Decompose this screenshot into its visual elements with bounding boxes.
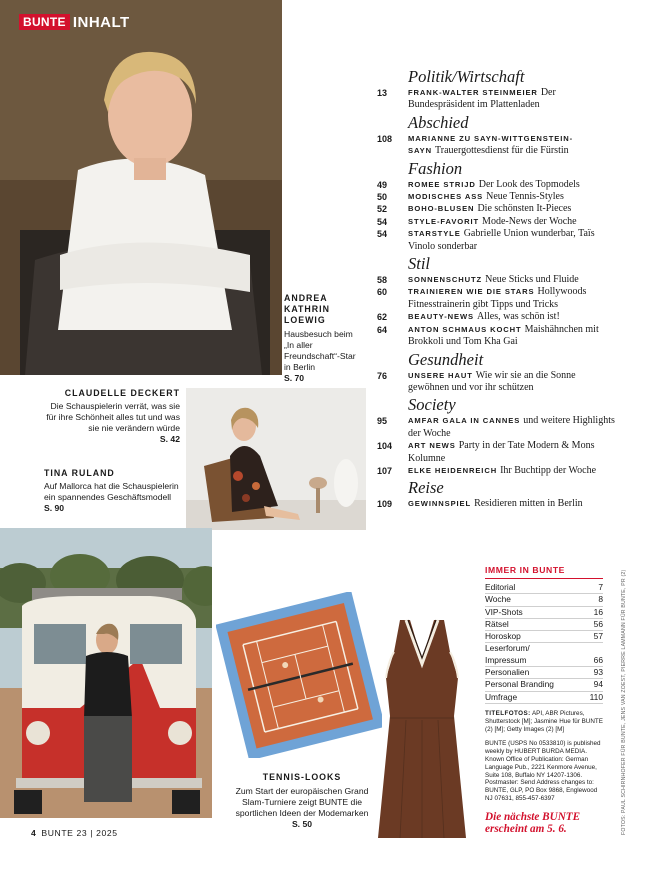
page-number: 4: [31, 828, 37, 838]
photo-tennis-towel: [216, 592, 382, 758]
toc-section: [377, 395, 617, 477]
caption-name: TINA RULAND: [44, 468, 115, 478]
toc-keyword: SONNENSCHUTZ: [408, 275, 483, 285]
caption-text: Hausbesuch beim „In aller Freundschaft“-Star in Berlin: [284, 329, 356, 372]
toc-keyword: BEAUTY-NEWS: [408, 312, 475, 322]
toc-entry[interactable]: [377, 216, 617, 228]
toc-keyword: BOHO-BLUSEN: [408, 204, 475, 214]
toc-page-number: 107: [377, 465, 393, 476]
toc-description: Gabrielle Union wunderbar, Taïs Vinolo sonderbar: [408, 228, 595, 252]
toc-entry[interactable]: [377, 87, 617, 112]
table-of-contents: [377, 67, 617, 512]
toc-section: [377, 478, 617, 510]
immer-item-label: Editorial: [485, 582, 516, 592]
toc-entry[interactable]: [377, 465, 617, 477]
toc-keyword: STYLE-FAVORIT: [408, 216, 480, 226]
toc-description: Der Look des Topmodels: [478, 178, 580, 190]
caption-name: ANDREA KATHRIN LOEWIG: [284, 293, 330, 325]
toc-entry[interactable]: [377, 440, 617, 465]
toc-page-number: 62: [377, 312, 388, 323]
immer-item[interactable]: [485, 607, 603, 619]
toc-page-number: 108: [377, 133, 393, 144]
toc-page-number: 58: [377, 275, 388, 286]
immer-item[interactable]: [485, 667, 603, 679]
titelfotos-label: TITELFOTOS:: [485, 709, 531, 717]
caption-page[interactable]: S. 50: [291, 819, 313, 829]
titelfotos-text: API, ABR Pictures, Shutterstock [M]; Jasmine Hue für BUNTE (2) [M]; Getty Images (2) [M]: [485, 709, 603, 733]
immer-item-label: Personalien: [485, 667, 530, 678]
toc-page-number: 95: [377, 416, 388, 427]
caption-deckert: [40, 388, 180, 445]
photo-deckert: [186, 388, 366, 530]
immer-in-bunte-box: [485, 565, 603, 836]
photo-credit-vertical: [621, 569, 631, 835]
caption-page[interactable]: S. 90: [44, 503, 65, 513]
toc-keyword: ANTON SCHMAUS KOCHT: [408, 324, 522, 334]
caption-loewig: [284, 293, 364, 384]
toc-section-title: Society: [408, 395, 456, 415]
toc-page-number: 13: [377, 88, 388, 98]
immer-item-page: 93: [593, 667, 603, 678]
page-header: [19, 13, 130, 31]
toc-description: Maishähnchen mit Brokkoli und Tom Kha Gai: [408, 323, 599, 348]
immer-item[interactable]: [485, 692, 603, 704]
toc-section: [377, 159, 617, 253]
toc-keyword: ART NEWS: [408, 441, 456, 451]
toc-section-title: Stil: [408, 254, 431, 274]
immer-item-label: Personal Branding: [485, 679, 554, 690]
toc-page-number: 50: [377, 192, 388, 203]
toc-description: Neue Tennis-Styles: [486, 191, 564, 203]
caption-text: Auf Mallorca hat die Schauspielerin ein spannendes Geschäftsmodell: [44, 481, 179, 502]
toc-description: Alles, was schön ist!: [477, 311, 560, 323]
toc-keyword: AMFAR GALA IN CANNES: [408, 416, 521, 426]
tennis-dress-illustration: [376, 618, 468, 840]
page-title: INHALT: [72, 13, 130, 31]
toc-description: und weitere Highlights der Woche: [408, 415, 615, 439]
immer-item-label: Rätsel: [485, 618, 509, 629]
toc-page-number: 76: [377, 370, 388, 381]
toc-section-title: Abschied: [408, 112, 469, 132]
vw-bus-illustration: [0, 528, 212, 818]
immer-item[interactable]: [485, 643, 603, 654]
toc-section-title: Gesundheit: [408, 349, 484, 369]
toc-section: [377, 350, 617, 395]
photo-credit-text: FOTOS: PAUL SCHIRNHOFER FÜR BUNTE, JENS VAN ZOEST, PIERRE LAMMANN FÜR BUNTE, PR (2): [621, 569, 627, 835]
toc-keyword: MARIANNE ZU SAYN-WITTGENSTEIN-SAYN: [408, 133, 574, 156]
caption-text: Zum Start der europäischen Grand Slam-Turniere zeigt BUNTE die sportlichen Ideen der Modemarken: [235, 786, 369, 818]
toc-section: [377, 67, 617, 112]
toc-keyword: GEWINNSPIEL: [408, 499, 472, 509]
toc-page-number: 49: [377, 179, 388, 190]
toc-page-number: 109: [377, 499, 393, 510]
toc-section: [377, 113, 617, 158]
immer-item[interactable]: [485, 679, 603, 691]
toc-entry[interactable]: [377, 415, 617, 440]
page-footer: [31, 828, 118, 838]
immer-item-page: 94: [593, 679, 603, 690]
immer-list: [485, 582, 603, 704]
toc-section-title: Fashion: [408, 158, 463, 178]
immer-item[interactable]: [485, 582, 603, 594]
toc-description: Wie wir sie an die Sonne gewöhnen und vor ihr schützen: [408, 369, 576, 393]
toc-entry[interactable]: [377, 286, 617, 311]
toc-entry[interactable]: [377, 274, 617, 286]
immer-item-label: Horoskop: [485, 631, 521, 642]
toc-entry[interactable]: [377, 179, 617, 191]
caption-text: Die Schauspielerin verrät, was sie für ihre Schönheit alles tut und was sie nie verändern würde: [46, 401, 180, 433]
toc-description: Die schönsten It-Pieces: [477, 203, 572, 215]
portrait-loewig-illustration: [0, 0, 282, 375]
bunte-logo: BUNTE: [19, 14, 70, 30]
toc-keyword: FRANK-WALTER STEINMEIER: [408, 88, 538, 97]
immer-item-label: Umfrage: [485, 691, 518, 702]
photo-tennis-dress: [376, 618, 468, 840]
toc-description: Neue Sticks und Fluide: [485, 274, 579, 286]
toc-keyword: ELKE HEIDENREICH: [408, 465, 498, 475]
titelfotos-credit: [485, 710, 603, 733]
toc-entry[interactable]: [377, 133, 617, 158]
toc-description: Hollywoods Fitnesstrainerin gibt Tipps und Tricks: [408, 286, 587, 310]
toc-description: Der Bundespräsident im Plattenladen: [408, 87, 556, 111]
immer-item-page: 110: [589, 691, 603, 702]
toc-section-title: Reise: [408, 478, 444, 498]
toc-keyword: ROMEE STRIJD: [408, 179, 476, 189]
toc-entry[interactable]: [377, 228, 617, 253]
caption-ruland: [44, 468, 179, 514]
toc-description: Mode-News der Woche: [482, 215, 577, 227]
immer-item-page: 16: [593, 606, 603, 617]
toc-page-number: 104: [377, 441, 393, 452]
photo-ruland: [0, 528, 212, 818]
immer-item-page: 8: [598, 594, 603, 605]
toc-description: Trauergottesdienst für die Fürstin: [435, 145, 569, 157]
immer-item-page: 66: [593, 654, 603, 665]
portrait-deckert-illustration: [186, 388, 366, 530]
immer-item-label: Impressum: [485, 654, 527, 665]
toc-section: [377, 254, 617, 348]
toc-page-number: 54: [377, 216, 388, 227]
immer-item[interactable]: [485, 655, 603, 667]
toc-entry[interactable]: [377, 498, 617, 510]
immer-item-label: Leserforum/: [485, 643, 530, 654]
imprint-text: BUNTE (USPS No 0533810) is published weekly by HUBERT BURDA MEDIA. Known Office of Publication: German Language Pub., 2221 Kenmore Avenue, Suite 108, Buffalo NY 14207-1306. Postmaster: Send Address changes to: BUNTE, GLP, PO Box 9868, Englewood NJ 07631, 855-457-6397: [485, 740, 601, 802]
immer-heading: IMMER IN BUNTE: [485, 565, 603, 579]
next-issue-note: Die nächste BUNTE erscheint am 5. 6.: [485, 810, 581, 836]
immer-item-page: 56: [593, 618, 603, 629]
tennis-court-illustration: [216, 592, 382, 758]
issue-label: BUNTE 23 | 2025: [41, 828, 118, 838]
toc-page-number: 54: [377, 229, 388, 240]
toc-section-title: Politik/Wirtschaft: [408, 67, 525, 86]
caption-tennis: [232, 772, 372, 830]
toc-entry[interactable]: [377, 311, 617, 323]
toc-page-number: 64: [377, 324, 388, 335]
immer-item[interactable]: [485, 619, 603, 631]
immer-item[interactable]: [485, 594, 603, 606]
toc-description: Ihr Buchtipp der Woche: [500, 464, 597, 476]
toc-description: Residieren mitten in Berlin: [474, 498, 583, 510]
toc-page-number: 52: [377, 204, 388, 215]
toc-entry[interactable]: [377, 370, 617, 395]
immer-item-page: 57: [593, 631, 603, 642]
caption-page[interactable]: S. 42: [159, 434, 180, 444]
toc-keyword: MODISCHES ASS: [408, 192, 484, 202]
toc-entry[interactable]: [377, 324, 617, 349]
toc-description: Party in der Tate Modern & Mons Kolumne: [408, 440, 595, 464]
toc-keyword: TRAINIEREN WIE DIE STARS: [408, 287, 535, 297]
immer-item-page: 7: [598, 582, 603, 592]
caption-name: TENNIS-LOOKS: [262, 772, 342, 782]
immer-item-label: Woche: [485, 594, 511, 605]
toc-entry[interactable]: [377, 191, 617, 203]
caption-page[interactable]: S. 70: [284, 373, 305, 383]
photo-loewig: [0, 0, 282, 375]
toc-keyword: STARSTYLE: [408, 229, 461, 239]
caption-name: CLAUDELLE DECKERT: [64, 388, 180, 398]
immer-item[interactable]: [485, 631, 603, 643]
immer-item-label: VIP-Shots: [485, 606, 523, 617]
toc-entry[interactable]: [377, 203, 617, 215]
toc-page-number: 60: [377, 287, 388, 298]
toc-keyword: UNSERE HAUT: [408, 370, 473, 380]
